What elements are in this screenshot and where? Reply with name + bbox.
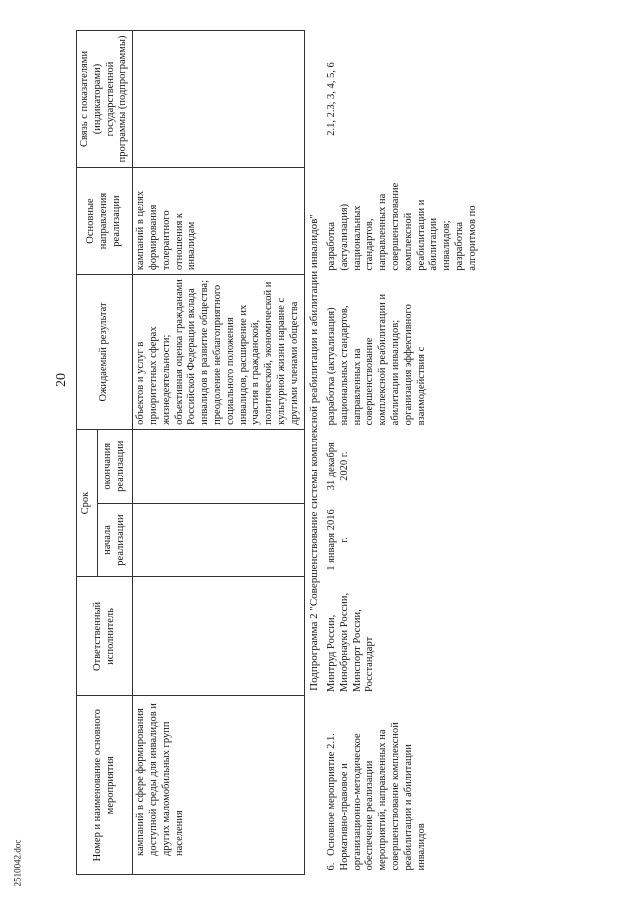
- cell-directions: разработка (актуализация) национальных стандартов, направленных на совершенствование комплексной реабилитации и абилитации инвалидов; разработка алгоритмов по: [325, 182, 478, 271]
- cell-end: [133, 429, 304, 503]
- cell-result: разработка (актуализация) национальных стандартов, направленных на совершенствование комплексной реабилитации и абилитации инвалидов; организация эффективного взаимодействия с: [325, 293, 427, 426]
- header-end: окончания реализации: [97, 429, 133, 503]
- program-table: [76, 30, 482, 875]
- cell-link: 2.1, 2.3, 3, 4, 5, 6: [325, 62, 337, 136]
- row-number: 6.: [325, 862, 337, 871]
- subprogram-title: Подпрограмма 2 "Совершенствование системы комплексной реабилитации и абилитации инвалидов": [304, 31, 324, 875]
- cell-link: [133, 31, 304, 168]
- cell-executor: Минтруд России, Минобрнауки России, Минспорт России, Росстандарт: [325, 592, 376, 692]
- table-row-6: [324, 31, 482, 875]
- header-directions: Основные направления реализации: [77, 167, 133, 274]
- header-measure: Номер и наименование основного мероприятия: [77, 696, 133, 875]
- header-link: Связь с показателями (индикаторами) государственной программы (подпрограммы): [77, 31, 133, 168]
- cell-executor: [133, 577, 304, 696]
- cell-end: 31 декабря 2020 г.: [325, 442, 350, 491]
- header-term: Срок: [77, 429, 98, 577]
- cell-directions: кампаний в целях формирования толерантного отношения к инвалидам: [133, 167, 304, 274]
- cell-measure: [324, 696, 482, 875]
- cell-start: 1 января 2016 г.: [325, 509, 350, 571]
- header-result: Ожидаемый результат: [77, 275, 133, 430]
- header-row-1: [77, 31, 98, 875]
- cell-result: объектов и услуг в приоритетных сферах жизнедеятельности; объективная оценка гражданами Российской Федерации вклада инвалидов в развитие общества; преодоление неблагоприятного социального положения инвалидов, расширение их участия в гражданской, политической, экономической и культурной жизни наравне с другими членами общества: [133, 275, 304, 430]
- page-number: 20: [54, 373, 69, 387]
- header-executor: Ответственный исполнитель: [77, 577, 133, 696]
- table-row-continuation: [133, 31, 304, 875]
- subprogram-row: [304, 31, 324, 875]
- measure-text: Основное мероприятие 2.1. Нормативно-правовое и организационно-методическое обеспечение реализации мероприятий, направленных на совершенствование комплексной реабилитации и абилитации инвалидов: [325, 722, 427, 871]
- cell-measure: кампаний в сфере формирования доступной среды для инвалидов и других маломобильных групп населения: [133, 696, 304, 875]
- document-code: 2510042.doc: [12, 839, 23, 887]
- rotated-table-sheet: [76, 30, 616, 875]
- header-start: начала реализации: [97, 503, 133, 577]
- cell-start: [133, 503, 304, 577]
